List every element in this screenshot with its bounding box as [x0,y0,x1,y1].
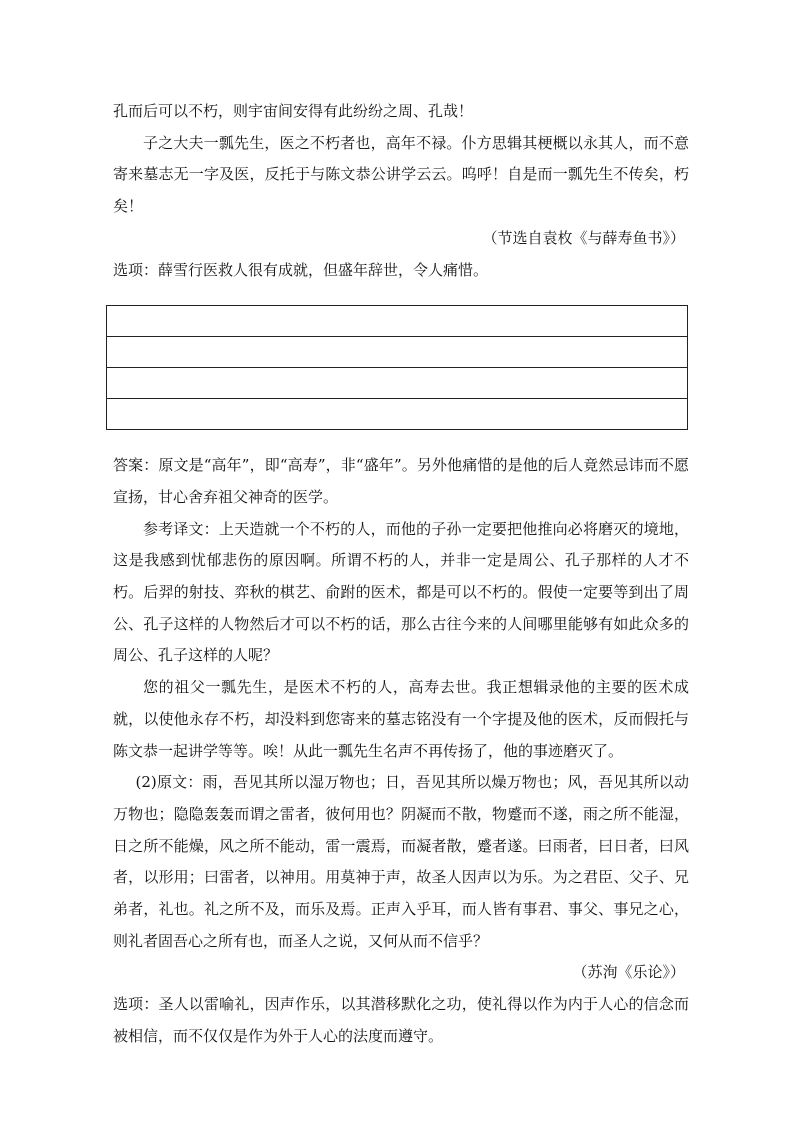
passage2-source: （苏洵《乐论》） [572,963,685,982]
answer-line [107,368,688,399]
passage1-option: 选项：薛雪行医救人很有成就，但盛年辞世，令人痛惜。 [113,260,489,279]
passage2-option: 选项：圣人以雷喻礼，因声作乐，以其潜移默化之功，使礼得以作为内于人心的信念而被相信，而不仅仅是作为外于人心的法度而遵守。 [113,995,689,1045]
passage2-text: (2)原文：雨，吾见其所以湿万物也；日，吾见其所以燥万物也；风，吾见其所以动万物也；隐隐轰轰而谓之雷者，彼何用也？阴凝而不散，物蹙而不遂，雨之所不能湿，日之所不能燥，风之所不能动，雷一震焉，而凝者散，蹙者遂。曰雨者，曰日者，曰风者，以形用；曰雷者，以神用。用莫神于声，故圣人因声以为乐。为之君臣、父子、兄弟者，礼也。礼之所不及，而乐及焉。正声入乎耳，而人皆有事君、事父、事兄之心，则礼者固吾心之所有也，而圣人之说，又何从而不信乎？ [113,773,689,950]
translation-paragraph-2: 您的祖父一瓢先生，是医术不朽的人，高寿去世。我正想辑录他的主要的医术成就，以使他永存不朽，却没料到您寄来的墓志铭没有一个字提及他的医术，反而假托与陈文恭一起讲学等等。唉！从此一瓢先生名声不再传扬了，他的事迹磨灭了。 [113,678,689,760]
passage1-source: （节选自袁枚《与薛寿鱼书》） [482,228,685,247]
answer-line-cell[interactable] [107,306,688,337]
answer-line [107,306,688,337]
answer-line-cell[interactable] [107,368,688,399]
passage1-line-1: 孔而后可以不朽，则宇宙间安得有此纷纷之周、孔哉！ [113,102,474,120]
translation-paragraph-1: 参考译文：上天造就一个不朽的人，而他的子孙一定要把他推向必将磨灭的境地，这是我感到忧郁悲伤的原因啊。所谓不朽的人，并非一定是周公、孔子那样的人才不朽。后羿的射技、弈秋的棋艺、俞跗的医术，都是可以不朽的。假使一定要等到出了周公、孔子这样的人物然后才可以不朽的话，那么古往今来的人间哪里能够有如此众多的周公、孔子这样的人呢？ [113,519,689,665]
answer-line [107,399,688,430]
answer-writing-table [106,305,688,430]
answer-line-cell[interactable] [107,337,688,368]
answer-line [107,337,688,368]
answer-text: 答案：原文是“高年”，即“高寿”，非“盛年”。另外他痛惜的是他的后人竟然忌讳而不愿宣扬，甘心舍弃祖父神奇的医学。 [113,456,689,506]
answer-line-cell[interactable] [107,399,688,430]
document-content [113,96,689,1053]
spacer [113,430,689,450]
passage1-line-2: 子之大夫一瓢先生，医之不朽者也，高年不禄。仆方思辑其梗概以永其人，而不意寄来墓志无一字及医，反托于与陈文恭公讲学云云。呜呼！自是而一瓢先生不传矣，朽矣！ [113,133,689,216]
